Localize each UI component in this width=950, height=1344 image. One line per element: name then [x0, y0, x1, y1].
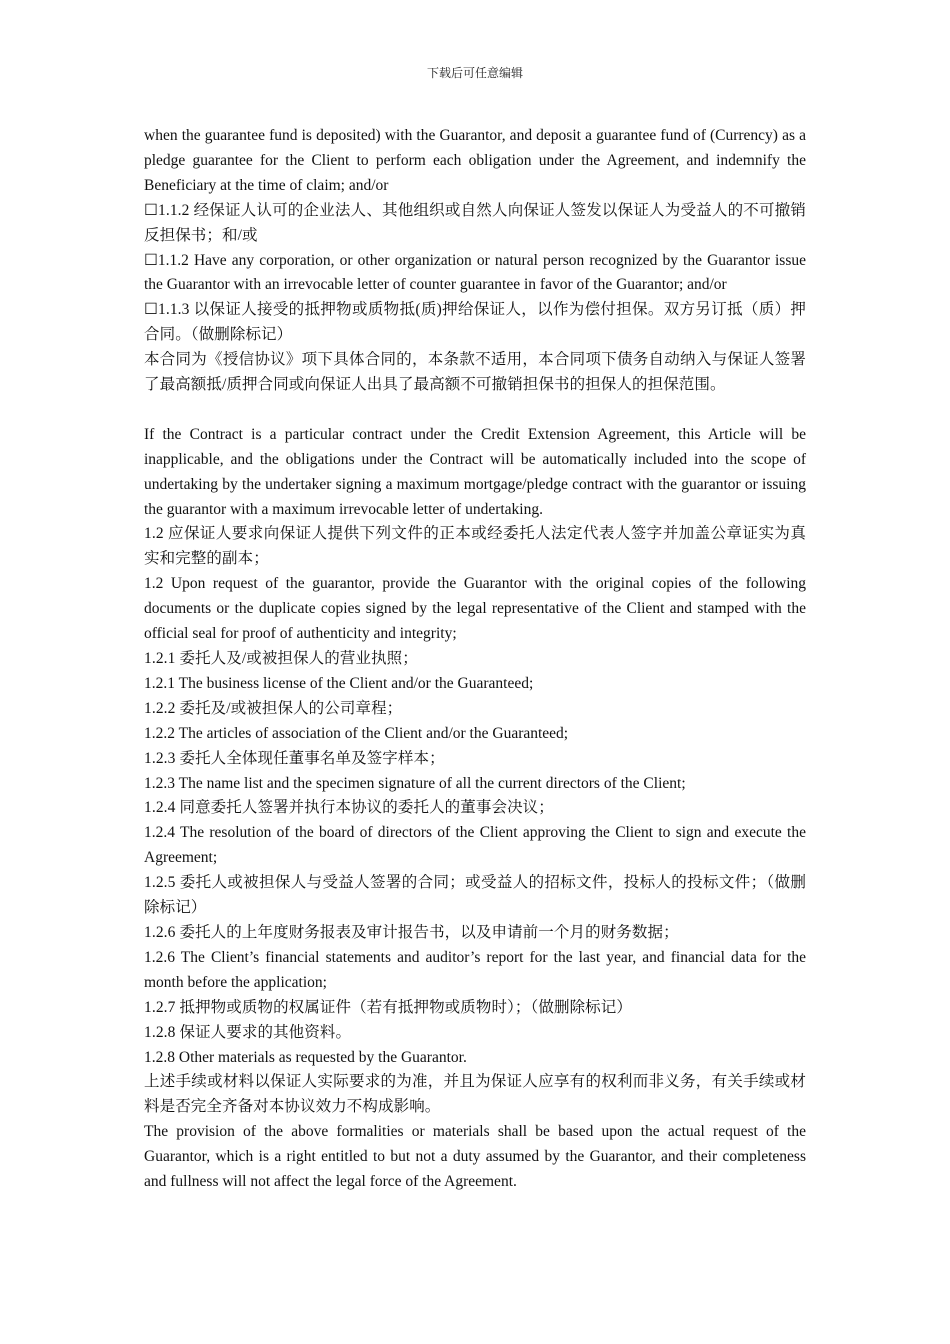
paragraph-guarantee-fund: when the guarantee fund is deposited) with the Guarantor, and deposit a guarantee fund of (Currency) as a pledge guarantee for the Client to perform each obligation under the Agreement, and indemnify the Beneficiary at the time of claim; and/or: [144, 127, 806, 194]
paragraph-1-1-3-cn: ☐1.1.3 以保证人接受的抵押物或质物抵(质)押给保证人，以作为偿付担保。双方另订抵（质）押合同。（做删除标记）: [144, 301, 806, 344]
paragraph-credit-extension-en: If the Contract is a particular contract under the Credit Extension Agreement, this Article will be inapplicable, and the obligations under the Contract will be automatically included into the scope of undertaking by the undertaker signing a maximum mortgage/pledge contract with the guarantor or issuing the guarantor with a maximum irrevocable letter of undertaking.: [144, 425, 806, 518]
paragraph-1-2-4-en: 1.2.4 The resolution of the board of directors of the Client approving the Client to sign and execute the Agreement;: [144, 824, 806, 867]
paragraph-1-2-1-cn: 1.2.1 委托人及/或被担保人的营业执照；: [144, 650, 418, 668]
paragraph-1-2-2-en: 1.2.2 The articles of association of the Client and/or the Guaranteed;: [144, 724, 569, 742]
paragraph-1-2-1-en: 1.2.1 The business license of the Client and/or the Guaranteed;: [144, 674, 534, 692]
paragraph-formalities-en: The provision of the above formalities or materials shall be based upon the actual request of the Guarantor, which is a right entitled to but not a duty assumed by the Guarantor, and their completeness and fullness will not affect the legal force of the Agreement.: [144, 1123, 806, 1191]
paragraph-1-2-8-cn: 1.2.8 保证人要求的其他资料。: [144, 1023, 352, 1041]
paragraph-credit-extension-cn: 本合同为《授信协议》项下具体合同的，本条款不适用，本合同项下债务自动纳入与保证人签署了最高额抵/质押合同或向保证人出具了最高额不可撤销担保书的担保人的担保范围。: [144, 351, 806, 394]
paragraph-1-2-7-cn: 1.2.7 抵押物或质物的权属证件（若有抵押物或质物时）；（做删除标记）: [144, 998, 632, 1016]
paragraph-1-2-5-cn: 1.2.5 委托人或被担保人与受益人签署的合同；或受益人的招标文件，投标人的投标文件；（做删除标记）: [144, 874, 806, 917]
paragraph-formalities-cn: 上述手续或材料以保证人实际要求的为准，并且为保证人应享有的权利而非义务，有关手续或材料是否完全齐备对本协议效力不构成影响。: [144, 1073, 806, 1116]
paragraph-1-1-2-cn: ☐1.1.2 经保证人认可的企业法人、其他组织或自然人向保证人签发以保证人为受益人的不可撤销反担保书；和/或: [144, 201, 806, 244]
paragraph-1-2-4-cn: 1.2.4 同意委托人签署并执行本协议的委托人的董事会决议；: [144, 799, 554, 817]
paragraph-1-2-2-cn: 1.2.2 委托及/或被担保人的公司章程；: [144, 699, 403, 717]
paragraph-1-2-6-cn: 1.2.6 委托人的上年度财务报表及审计报告书，以及申请前一个月的财务数据；: [144, 923, 679, 941]
page-header: 下载后可任意编辑: [426, 66, 523, 80]
paragraph-1-2-en: 1.2 Upon request of the guarantor, provide the Guarantor with the original copies of the following documents or the duplicate copies signed by the legal representative of the Client and stamped with the official seal for proof of authenticity and integrity;: [144, 575, 806, 643]
paragraph-1-2-3-en: 1.2.3 The name list and the specimen signature of all the current directors of the Client;: [144, 774, 686, 792]
paragraph-1-2-6-en: 1.2.6 The Client’s financial statements and auditor’s report for the last year, and financial data for the month before the application;: [144, 948, 806, 991]
paragraph-1-2-8-en: 1.2.8 Other materials as requested by the Guarantor.: [144, 1048, 467, 1066]
paragraph-1-1-2-en: ☐1.1.2 Have any corporation, or other organization or natural person recognized by the Guarantor issue the Guarantor with an irrevocable letter of counter guarantee in favor of the Guarantor; and/or: [144, 251, 806, 294]
paragraph-1-2-3-cn: 1.2.3 委托人全体现任董事名单及签字样本；: [144, 749, 445, 767]
document-body: [144, 124, 806, 1195]
paragraph-1-2-cn: 1.2 应保证人要求向保证人提供下列文件的正本或经委托人法定代表人签字并加盖公章证实为真实和完整的副本；: [144, 525, 806, 568]
blank-line: [144, 398, 806, 423]
